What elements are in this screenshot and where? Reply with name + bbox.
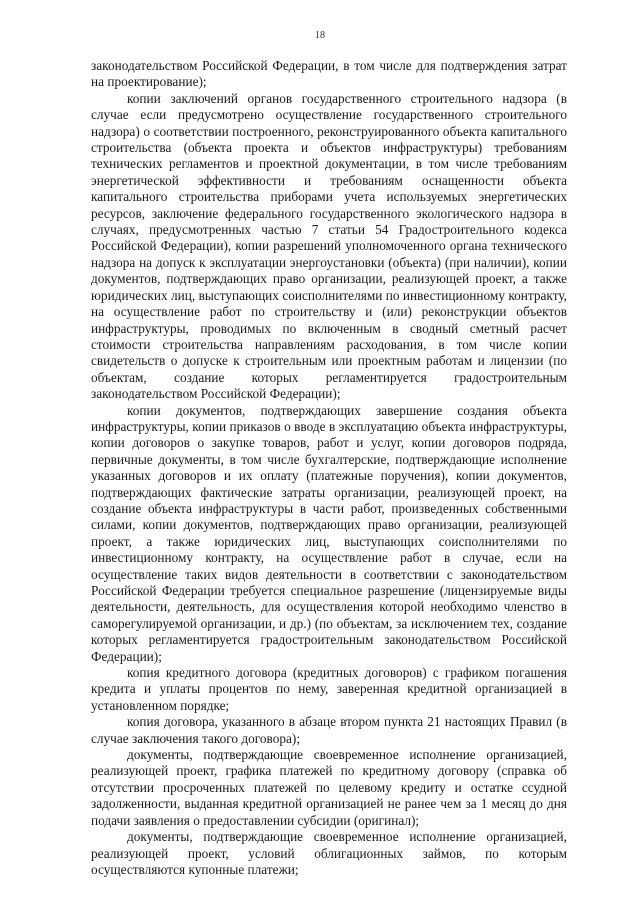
paragraph-construction-supervision-conclusions: копии заключений органов государственного строительного надзора (в случае если предусмотрено осуществление государственного строительного надзора) о соответствии построенного, реконструированного объекта капитального строительства (объекта проекта и объектов инфраструктуры) требованиям технических регламентов и проектной документации, в том числе требованиям энергетической эффективности и требованиям оснащенности объекта капитального строительства приборами учета используемых энергетических ресурсов, заключение федерального государственного экологического надзора в случаях, предусмотренных частью 7 статьи 54 Градостроительного кодекса Российской Федерации), копии разрешений уполномоченного органа технического надзора на допуск к эксплуатации энергоустановки (объекта) (при наличии), копии документов, подтверждающих право организации, реализующей проект, а также юридических лиц, выступающих соисполнителями по инвестиционному контракту, на осуществление работ по строительству и (или) реконструкции объектов инфраструктуры, проводимых по включенным в сводный сметный расчет стоимости строительства направлениям расходования, в том числе копии свидетельств о допуске к строительным или проектным работам и лицензии (по объектам, создание которых регламентируется градостроительным законодательством Российской Федерации);: [91, 90, 567, 402]
document-body: [91, 58, 567, 878]
page-number: 18: [315, 30, 325, 41]
paragraph-contract-copy: копия договора, указанного в абзаце втором пункта 21 настоящих Правил (в случае заключения такого договора);: [91, 714, 567, 746]
paragraph-credit-agreement-copy: копия кредитного договора (кредитных договоров) с графиком погашения кредита и уплаты процентов по нему, заверенная кредитной организацией в установленном порядке;: [91, 665, 567, 713]
paragraph-payment-schedule-documents: документы, подтверждающие своевременное исполнение организацией, реализующей проект, графика платежей по кредитному договору (справка об отсутствии просроченных платежей по целевому кредиту и остатке ссудной задолженности, выданная кредитной организацией не ранее чем за 1 месяц до дня подачи заявления о предоставлении субсидии (оригинал);: [91, 747, 567, 828]
paragraph-bond-loan-documents: документы, подтверждающие своевременное исполнение организацией, реализующей проект, условий облигационных займов, по которым осуществляются купонные платежи;: [91, 829, 567, 877]
paragraph-continuation: законодательством Российской Федерации, в том числе для подтверждения затрат на проектирование);: [91, 58, 567, 90]
paragraph-infrastructure-completion-documents: копии документов, подтверждающих завершение создания объекта инфраструктуры, копии приказов о вводе в эксплуатацию объекта инфраструктуры, копии договоров о закупке товаров, работ и услуг, копии договоров подряда, первичные документы, в том числе бухгалтерские, подтверждающие исполнение указанных договоров и их оплату (платежные поручения), копии документов, подтверждающих фактические затраты организации, реализующей проект, на создание объекта инфраструктуры в части работ, произведенных собственными силами, копии документов, подтверждающих право организации, реализующей проект, а также юридических лиц, выступающих соисполнителями по инвестиционному контракту, на осуществление работ в случае, если на осуществление таких видов деятельности в соответствии с законодательством Российской Федерации требуется специальное разрешение (лицензируемые виды деятельности, деятельность, для осуществления которой необходимо членство в саморегулируемой организации, и др.) (по объектам, за исключением тех, создание которых регламентируется градостроительным законодательством Российской Федерации);: [91, 402, 567, 664]
